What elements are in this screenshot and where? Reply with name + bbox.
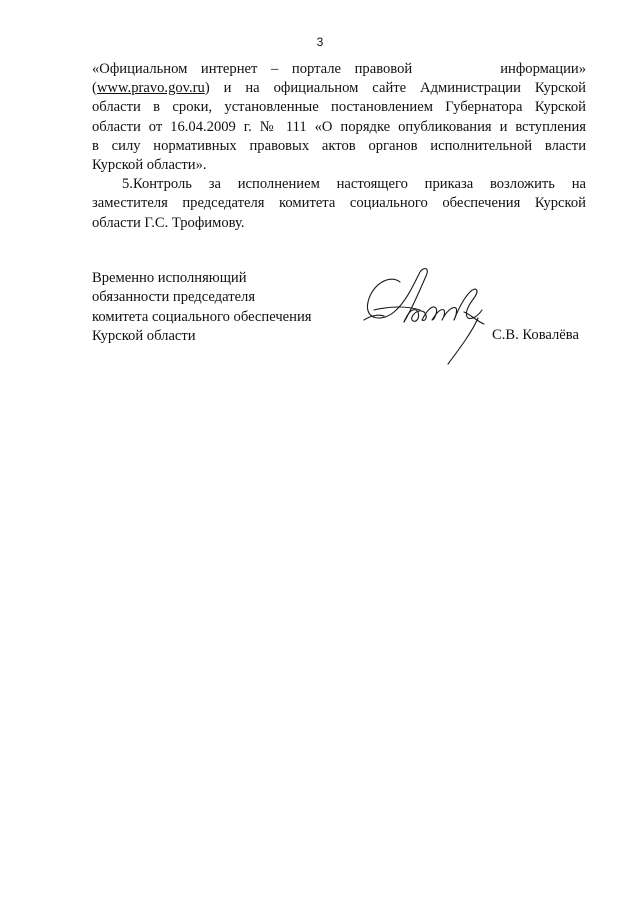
paragraph2-line1: 5.Контроль за исполнением настоящего приказа возложить на <box>122 176 586 193</box>
paragraph2-line3: области Г.С. Трофимову. <box>92 214 245 231</box>
signer-name: С.В. Ковалёва <box>492 327 579 343</box>
paragraph1-line1-start: «Официальном интернет – портале правовой <box>92 61 413 77</box>
position-line3: комитета социального обеспечения <box>92 308 312 325</box>
pravo-gov-link[interactable]: www.pravo.gov.ru <box>96 80 205 97</box>
paragraph1-line4: области от 16.04.2009 г. № 111 «О порядке опубликования и вступления <box>92 118 586 135</box>
paragraph1-line1 <box>92 60 586 79</box>
document-body <box>92 60 586 233</box>
signature-position-block <box>92 269 311 347</box>
position-line1: Временно исполняющий <box>92 270 247 286</box>
paragraph1-line2-rest: ) и на официальном сайте Администрации Курской <box>204 80 586 97</box>
position-line2: обязанности председателя <box>92 289 256 306</box>
paren-open: ( <box>92 80 97 97</box>
position-line4: Курской области <box>92 328 196 345</box>
page-number: 3 <box>316 35 324 49</box>
handwritten-signature <box>360 262 500 372</box>
paragraph2-line2: заместителя председателя комитета социального обеспечения Курской <box>92 195 586 212</box>
paragraph1-line6: Курской области». <box>92 156 207 173</box>
paragraph1-line1-end: информации» <box>500 61 586 77</box>
paragraph1-line3: области в сроки, установленные постановлением Губернатора Курской <box>92 99 586 116</box>
paragraph1-line2 <box>92 79 586 98</box>
paragraph1-line5: в силу нормативных правовых актов органов исполнительной власти <box>92 137 586 154</box>
